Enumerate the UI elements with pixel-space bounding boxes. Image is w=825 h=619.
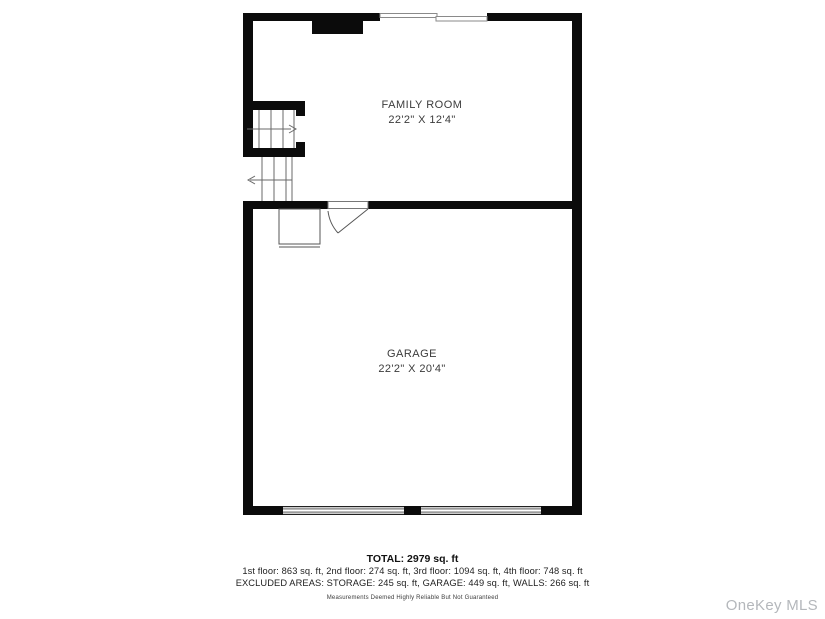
room-dimensions: 22'2" X 20'4": [378, 363, 446, 375]
disclaimer-text: Measurements Deemed Highly Reliable But Not Guaranteed: [326, 595, 499, 601]
total-area-text: TOTAL: 2979 sq. ft: [366, 553, 459, 565]
area-summary: [0, 553, 825, 601]
onekey-mls-watermark: OneKey MLS: [725, 597, 818, 614]
room-name: GARAGE: [386, 348, 438, 360]
door-swing-arc: [328, 211, 338, 233]
door-leaf: [338, 209, 368, 233]
door: [328, 202, 368, 234]
staircase-lower: [248, 157, 292, 201]
room-label-family-room: [272, 98, 572, 128]
room-name: FAMILY ROOM: [381, 99, 463, 111]
closet: [279, 209, 320, 247]
stair-direction-arrow-left-icon: [248, 176, 292, 184]
room-dimensions: 22'2" X 12'4": [388, 114, 456, 126]
floor-areas-text: 1st floor: 863 sq. ft, 2nd floor: 274 sq. ft, 3rd floor: 1094 sq. ft, 4th floor: 748 sq. ft: [242, 566, 583, 576]
exterior-walls: [243, 13, 582, 515]
room-label-garage: [262, 347, 562, 377]
window: [380, 14, 487, 22]
garage-door-right: [421, 506, 541, 515]
excluded-areas-text: EXCLUDED AREAS: STORAGE: 245 sq. ft, GARAGE: 449 sq. ft, WALLS: 266 sq. ft: [235, 578, 590, 588]
garage-door-left: [283, 506, 404, 515]
wall-block: [312, 13, 363, 34]
